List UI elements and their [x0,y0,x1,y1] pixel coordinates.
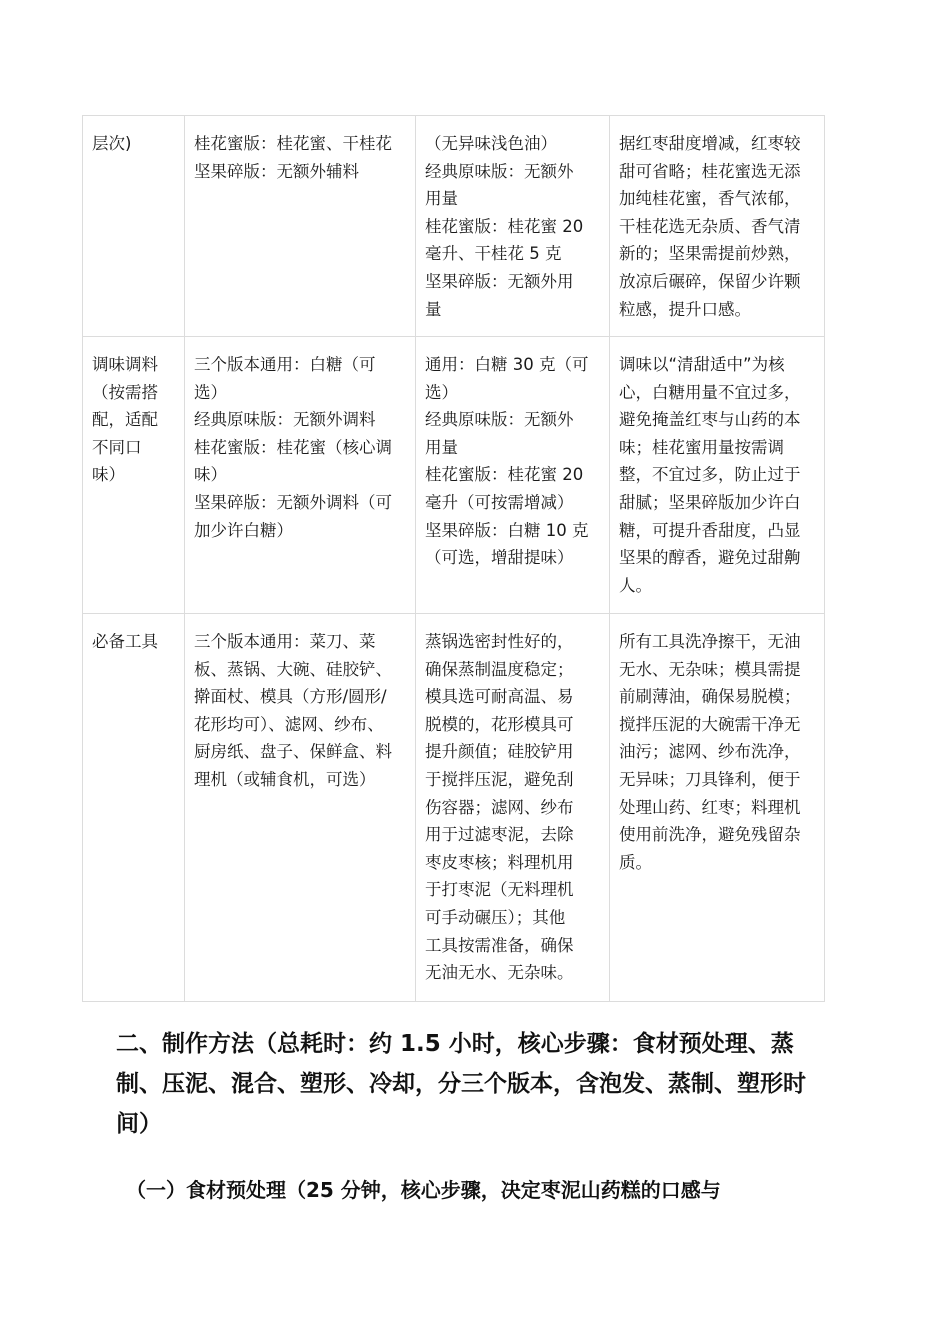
section-heading-method: 二、制作方法（总耗时：约 1.5 小时，核心步骤：食材预处理、蒸制、压泥、混合、塑形、冷却，分三个版本，含泡发、蒸制、塑形时间） [116,1031,806,1137]
cell-line: 加纯桂花蜜，香气浓郁， [619,189,801,209]
cell-lines [619,351,816,599]
cell-line: 粒感，提升口感。 [619,299,751,319]
cell-line: 不同口 [92,437,142,457]
cell-line: 新的；坚果需提前炒熟， [619,244,801,264]
cell-line: 必备工具 [92,632,158,651]
cell-line: 于打枣泥（无料理机 [425,880,574,900]
cell-line: 糖，可提升香甜度，凸显 [619,520,801,540]
cell-line: 整，不宜过多，防止过于 [619,465,801,485]
cell-line: 加少许白糖） [194,520,293,540]
cell-line: 桂花蜜版：桂花蜜、干桂花 [194,134,392,153]
cell-line: 干桂花选无杂质、香气清 [619,216,801,236]
cell-line: 理机（或辅食机，可选） [194,769,376,789]
cell-lines [619,628,816,876]
cell-line: 据红枣甜度增减，红枣较 [619,134,801,153]
cell-category [83,116,185,337]
cell-line: 模具选可耐高温、易 [425,687,574,707]
cell-line: 用量 [425,189,458,209]
cell-line: 于搅拌压泥，避免刮 [425,769,574,789]
cell-notes [610,116,825,337]
cell-line: 层次) [92,134,132,153]
cell-line: （无异味浅色油） [425,134,557,153]
cell-line: 甜可省略；桂花蜜选无添 [619,161,801,181]
cell-line: 所有工具洗净擦干，无油 [619,632,801,651]
cell-line: 味） [92,465,125,485]
cell-amount [416,337,610,614]
cell-line: 提升颜值；硅胶铲用 [425,742,574,762]
cell-lines [194,130,407,185]
cell-line: 桂花蜜版：桂花蜜 20 [425,216,584,236]
cell-line: 桂花蜜版：桂花蜜 20 [425,465,584,485]
ingredients-table [82,115,825,1002]
cell-lines [619,130,816,323]
cell-lines [425,351,601,572]
cell-line: 处理山药、红枣；料理机 [619,797,801,817]
cell-line: 可手动碾压）；其他 [425,907,566,927]
cell-line: 花形均可）、滤网、纱布、 [194,714,384,734]
cell-line: 选） [194,382,227,402]
cell-line: 经典原味版：无额外 [425,410,574,430]
table-row-seasoning [83,337,825,614]
cell-line: 避免掩盖红枣与山药的本 [619,410,801,430]
cell-lines [425,628,601,987]
cell-line: 确保蒸制温度稳定； [425,659,574,679]
cell-line: 油污；滤网、纱布洗净， [619,742,801,762]
cell-amount [416,614,610,1002]
cell-line: 用量 [425,437,458,457]
cell-category [83,337,185,614]
cell-line: 坚果碎版：无额外调料（可 [194,492,392,512]
cell-line: 擀面杖、模具（方形/圆形/ [194,687,387,707]
cell-line: 放凉后碾碎，保留少许颗 [619,271,801,291]
table-row-layers [83,116,825,337]
cell-line: 配，适配 [92,410,158,430]
cell-line: 坚果碎版：白糖 10 克 [425,520,589,540]
cell-category [83,614,185,1002]
cell-line: 味；桂花蜜用量按需调 [619,437,784,457]
cell-line: 毫升、干桂花 5 克 [425,244,562,264]
cell-line: 板、蒸锅、大碗、硅胶铲、 [194,659,392,679]
cell-line: 无油无水、无杂味。 [425,963,574,983]
cell-notes [610,337,825,614]
cell-line: 枣皮枣核；料理机用 [425,852,574,872]
cell-line: 无异味；刀具锋利，便于 [619,769,801,789]
cell-lines [92,130,176,158]
cell-line: 前刷薄油，确保易脱模； [619,687,801,707]
cell-line: 质。 [619,852,652,872]
cell-line: 甜腻；坚果碎版加少许白 [619,492,801,512]
ingredients-table-body [83,116,825,1002]
cell-line: 人。 [619,575,652,595]
cell-materials [185,337,416,614]
cell-lines [425,130,601,323]
cell-line: 毫升（可按需增减） [425,492,574,512]
cell-line: 坚果的醇香，避免过甜齁 [619,548,801,568]
cell-line: 用于过滤枣泥，去除 [425,825,574,845]
cell-line: 调味以“清甜适中”为核 [619,355,785,374]
cell-line: 通用：白糖 30 克（可 [425,355,589,374]
cell-line: 桂花蜜版：桂花蜜（核心调 [194,437,392,457]
cell-line: 蒸锅选密封性好的， [425,632,574,651]
cell-line: 使用前洗净，避免残留杂 [619,825,801,845]
cell-line: 厨房纸、盘子、保鲜盒、料 [194,742,392,762]
cell-line: 三个版本通用：菜刀、菜 [194,632,376,651]
subsection-heading-prep: （一）食材预处理（25 分钟，核心步骤，决定枣泥山药糕的口感与 [126,1178,721,1202]
cell-line: 无水、无杂味；模具需提 [619,659,801,679]
cell-lines [194,628,407,794]
cell-amount [416,116,610,337]
cell-line: 坚果碎版：无额外用 [425,271,574,291]
cell-line: 量 [425,299,442,319]
cell-line: 经典原味版：无额外 [425,161,574,181]
table-row-tools [83,614,825,1002]
cell-notes [610,614,825,1002]
cell-line: 选） [425,382,458,402]
cell-line: 工具按需准备，确保 [425,935,574,955]
cell-line: 心，白糖用量不宜过多， [619,382,801,402]
cell-line: （按需搭 [92,382,158,402]
cell-line: 坚果碎版：无额外辅料 [194,161,359,181]
cell-materials [185,614,416,1002]
cell-lines [92,351,176,489]
cell-line: 脱模的，花形模具可 [425,714,574,734]
cell-line: 伤容器；滤网、纱布 [425,797,574,817]
cell-lines [92,628,176,656]
cell-materials [185,116,416,337]
cell-line: （可选，增甜提味） [425,548,574,568]
cell-line: 搅拌压泥的大碗需干净无 [619,714,801,734]
cell-line: 三个版本通用：白糖（可 [194,355,376,374]
cell-line: 调味调料 [92,355,158,374]
cell-line: 经典原味版：无额外调料 [194,410,376,430]
cell-line: 味） [194,465,227,485]
cell-lines [194,351,407,544]
